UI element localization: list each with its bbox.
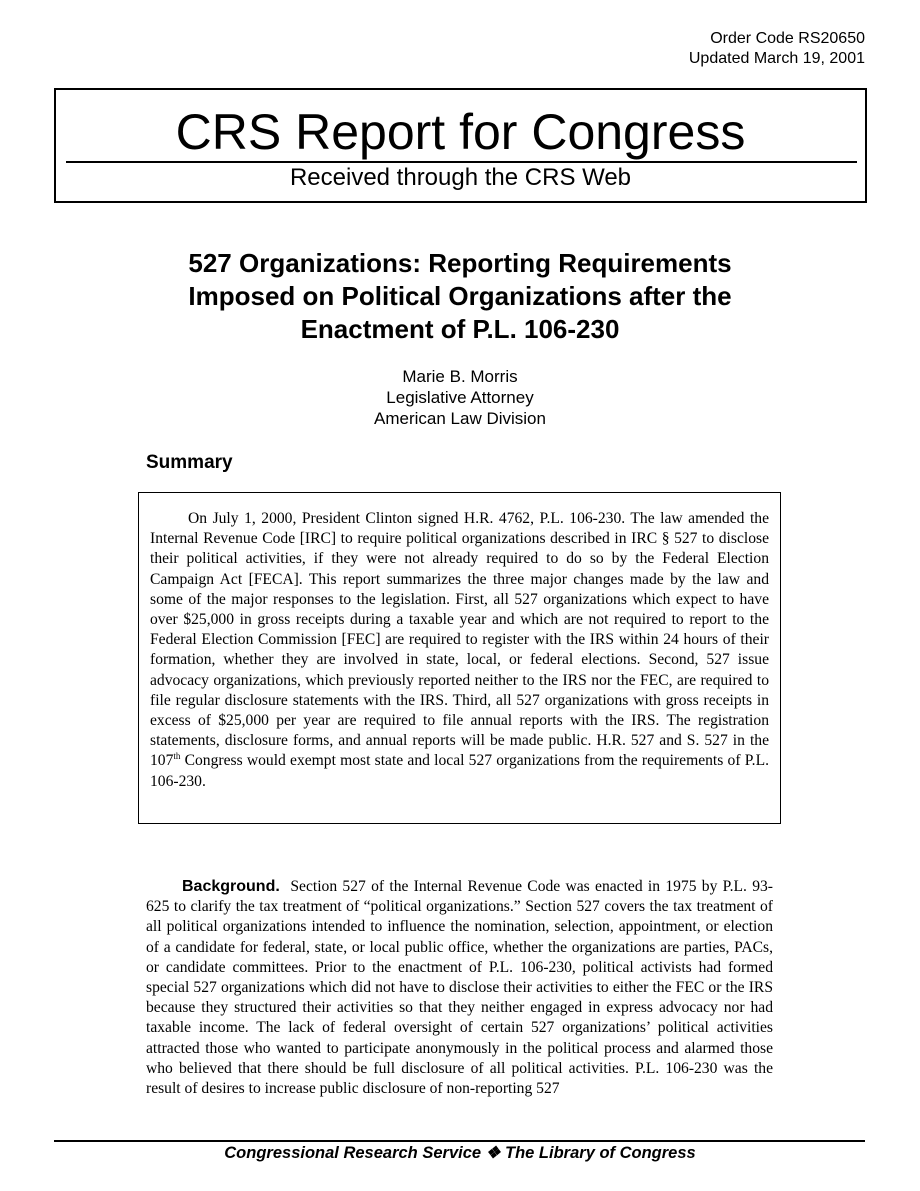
order-code: Order Code RS20650 xyxy=(710,30,865,47)
author-position: Legislative Attorney xyxy=(386,388,534,407)
summary-box xyxy=(138,492,781,824)
document-title: 527 Organizations: Reporting Requirements Imposed on Political Organizations after the Enactment of P.L. 106-230 xyxy=(188,248,732,344)
footer: Congressional Research Service ❖ The Library of Congress xyxy=(224,1144,696,1162)
report-series-title: CRS Report for Congress xyxy=(175,104,746,160)
background-paragraph xyxy=(146,877,773,1099)
order-code-block xyxy=(689,29,865,69)
summary-superscript: th xyxy=(173,751,181,762)
background-heading: Background. xyxy=(182,878,280,895)
header-rule xyxy=(66,161,857,163)
summary-text xyxy=(150,509,769,792)
report-source-subtitle: Received through the CRS Web xyxy=(289,164,632,191)
summary-text-main: On July 1, 2000, President Clinton signed H.R. 4762, P.L. 106-230. The law amended the Internal Revenue Code [IRC] to require political organizations described in IRC § 527 to disclose their political activities, if they were not already required to do so by the Federal Election Campaign Act [FECA]. This report summarizes the three major changes made by the law and some of the major responses to the legislation. First, all 527 organizations which expect to have over $25,000 in gross receipts during a taxable year and which are not required to report to the Federal Election Commission [FEC] are required to register with the IRS within 24 hours of their formation, whether they are involved in state, local, or federal elections. Second, 527 issue advocacy organizations, which previously reported neither to the IRS nor the FEC, are required to file regular disclosure statements with the IRS. Third, all 527 organizations with gross receipts in excess of $25,000 per year are required to file annual reports with the IRS. The registration statements, disclosure forms, and annual reports will be made public. H.R. 527 and S. 527 in the 107 xyxy=(150,510,769,770)
author-name: Marie B. Morris xyxy=(402,367,518,386)
summary-heading: Summary xyxy=(146,452,233,473)
summary-text-end: Congress would exempt most state and local 527 organizations from the requirements of P.L. 106-230. xyxy=(150,752,769,790)
report-header xyxy=(54,88,867,203)
author-block xyxy=(0,366,920,429)
updated-date: Updated March 19, 2001 xyxy=(688,50,865,67)
background-text: Section 527 of the Internal Revenue Code was enacted in 1975 by P.L. 93-625 to clarify the tax treatment of “political organizations.” Section 527 covers the tax treatment of all political organizations intended to influence the nomination, selection, appointment, or election of a candidate for federal, state, or local public office, whether the organizations are parties, PACs, or candidate committees. Prior to the enactment of P.L. 106-230, political activists had formed special 527 organizations which did not have to disclose their activities to either the FEC or the IRS because they structured their activities so that they neither engaged in express advocacy nor had taxable income. The lack of federal oversight of certain 527 organizations’ political activities attracted those who wanted to participate anonymously in the political process and alarmed those who believed that there should be full disclosure of all political activities. P.L. 106-230 was the result of desires to increase public disclosure of non-reporting 527 xyxy=(146,878,773,1098)
author-division: American Law Division xyxy=(374,409,546,428)
